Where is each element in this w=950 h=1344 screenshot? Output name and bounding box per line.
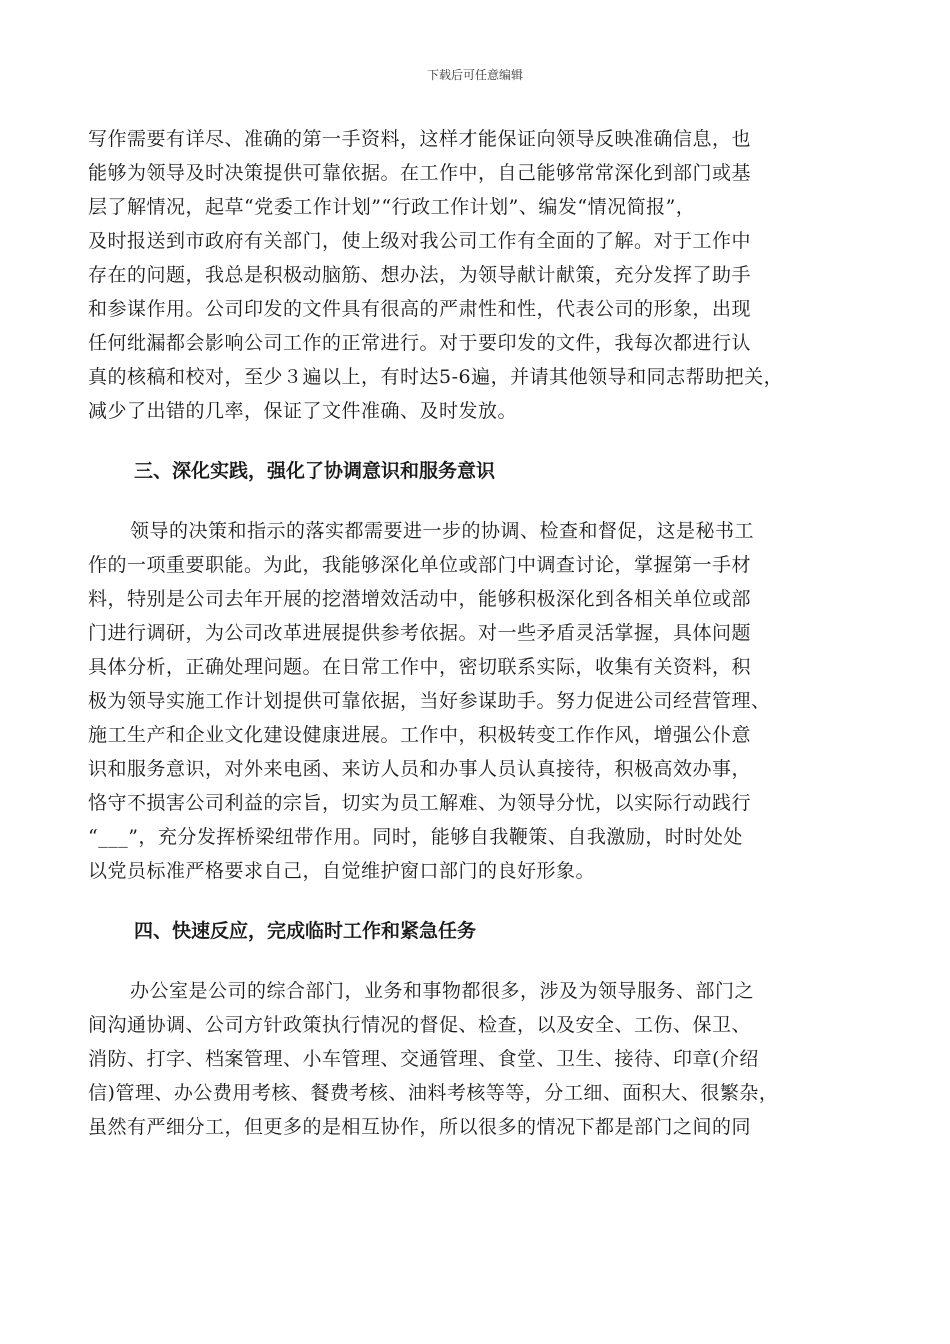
- text-line: 消防、打字、档案管理、小车管理、交通管理、食堂、卫生、接待、印章(介绍: [88, 1048, 759, 1070]
- text-line: 能够为领导及时决策提供可靠依据。在工作中，自己能够常常深化到部门或基: [88, 162, 752, 184]
- text-line: 施工生产和企业文化建设健康进展。工作中，积极转变工作作风，增强公仆意: [88, 724, 752, 746]
- text-line: 办公室是公司的综合部门，业务和事物都很多，涉及为领导服务、部门之: [130, 980, 755, 1002]
- text-line: 任何纰漏都会影响公司工作的正常进行。对于要印发的文件，我每次都进行认: [88, 332, 752, 354]
- text-line: 以党员标准严格要求自己，自觉维护窗口部门的良好形象。: [88, 860, 596, 882]
- paragraph-3: [88, 974, 878, 1144]
- text-line: 料，特别是公司去年开展的挖潜增效活动中，能够积极深化到各相关单位或部: [88, 588, 752, 610]
- text-line: 恪守不损害公司利益的宗旨，切实为员工解难、为领导分忧，以实际行动践行: [88, 792, 752, 814]
- page-header: 下载后可任意编辑: [426, 68, 523, 82]
- document-body: [88, 122, 878, 1144]
- text-line: 写作需要有详尽、准确的第一手资料，这样才能保证向领导反映准确信息，也: [88, 128, 752, 150]
- section-heading-3: 三、深化实践，强化了协调意识和服务意识: [134, 460, 496, 482]
- text-line: 门进行调研，为公司改革进展提供参考依据。对一些矛盾灵活掌握，具体问题: [88, 622, 752, 644]
- text-line: “___”，充分发挥桥梁纽带作用。同时，能够自我鞭策、自我激励，时时处处: [88, 826, 743, 848]
- section-heading-4: 四、快速反应，完成临时工作和紧急任务: [134, 920, 477, 942]
- text-line: 减少了出错的几率，保证了文件准确、及时发放。: [88, 400, 518, 422]
- text-line: 及时报送到市政府有关部门，使上级对我公司工作有全面的了解。对于工作中: [88, 230, 752, 252]
- text-line: 层了解情况，起草“党委工作计划”“行政工作计划”、编发“情况简报”，: [88, 196, 696, 218]
- text-line: 领导的决策和指示的落实都需要进一步的协调、检查和督促，这是秘书工: [130, 520, 755, 542]
- text-line: 间沟通协调、公司方针政策执行情况的督促、检查，以及安全、工伤、保卫、: [88, 1014, 752, 1036]
- paragraph-1: [88, 122, 878, 428]
- text-line: 虽然有严细分工，但更多的是相互协作，所以很多的情况下都是部门之间的同: [88, 1116, 752, 1138]
- paragraph-2: [88, 514, 878, 888]
- text-line: 识和服务意识，对外来电函、来访人员和办事人员认真接待，积极高效办事，: [88, 758, 752, 780]
- text-line: 极为领导实施工作计划提供可靠依据，当好参谋助手。努力促进公司经营管理、: [88, 690, 771, 712]
- text-line: 信)管理、办公费用考核、餐费考核、油料考核等等，分工细、面积大、很繁杂，: [88, 1082, 779, 1104]
- text-line: 具体分析，正确处理问题。在日常工作中，密切联系实际，收集有关资料，积: [88, 656, 752, 678]
- text-line: 存在的问题，我总是积极动脑筋、想办法，为领导献计献策，充分发挥了助手: [88, 264, 752, 286]
- text-line: 真的核稿和校对，至少３遍以上，有时达5-6遍，并请其他领导和同志帮助把关，: [88, 366, 784, 388]
- text-line: 作的一项重要职能。为此，我能够深化单位或部门中调查讨论，掌握第一手材: [88, 554, 752, 576]
- text-line: 和参谋作用。公司印发的文件具有很高的严肃性和性，代表公司的形象，出现: [88, 298, 752, 320]
